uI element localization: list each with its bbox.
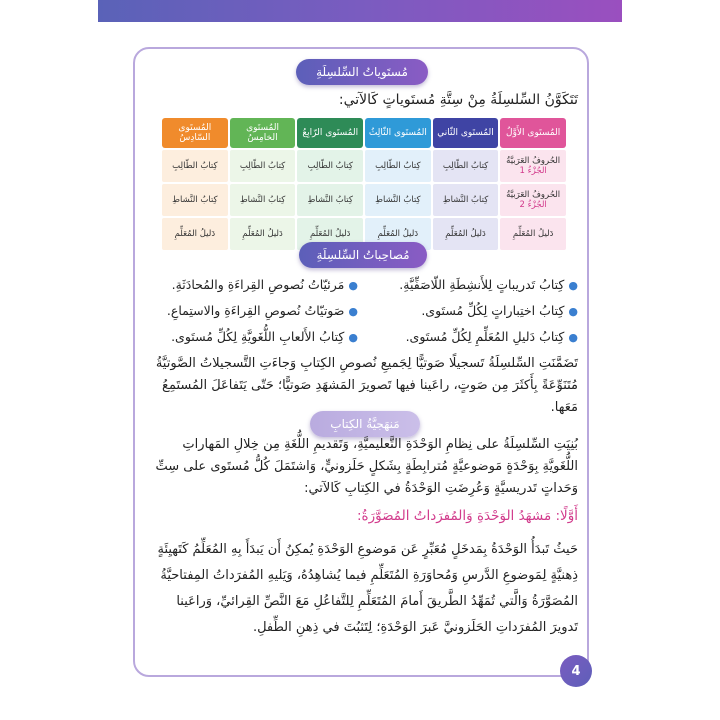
table-cell: كِتابُ النَّشاطِ — [365, 184, 431, 216]
table-row — [162, 150, 566, 182]
table-cell: كِتابُ الطّالِبِ — [162, 150, 228, 182]
level-header-6: المُستَوى السّادِسُ — [162, 118, 228, 148]
methodology-paragraph: بُنِيَتِ السِّلسِلَةُ على نِظامِ الوَحْدَةِ التَّعليميَّةِ، وَتَقديمِ اللُّغَةِ مِن خِلالِ المَهاراتِ اللُّغَويَّةِ بِوَحْدَةٍ مَوضوعيَّةٍ مُترابِطَةٍ بِشَكلٍ حَلَزونيٍّ، وَاشتَمَلَ كُلُّ مُستَوى على سِتِّ وَحَداتٍ تَدريسيَّةٍ وَعُرِضَتِ الوَحْدَةُ في الكِتابِ كَالآتي: — [155, 437, 578, 496]
table-cell: دَليلُ المُعَلِّمِ — [230, 218, 296, 250]
bullet-dot-icon: ● — [568, 305, 578, 318]
table-cell: دَليلُ المُعَلِّمِ — [433, 218, 499, 250]
subheading-unit-scene: أَوَّلًا: مَشهَدُ الوَحْدَةِ وَالمُفرَداتُ المُصَوَّرَةُ: — [356, 508, 578, 524]
level-header-3: المُستَوى الثّالِثُ — [365, 118, 431, 148]
page-number-badge: 4 — [560, 655, 592, 687]
bullet-dot-icon: ● — [568, 331, 578, 344]
table-cell: كِتابُ الطّالِبِ — [230, 150, 296, 182]
list-item: ●كِتابُ تَدريباتٍ لِلأَنشِطَةِ اللّاصَفِّيَّةِ. — [399, 277, 578, 292]
table-cell: دَليلُ المُعَلِّمِ — [500, 218, 566, 250]
levels-table — [160, 116, 568, 252]
bullet-dot-icon: ● — [348, 279, 358, 292]
bullet-dot-icon: ● — [348, 305, 358, 318]
bullet-dot-icon: ● — [348, 331, 358, 344]
level-header-1: المُستَوى الأَوَّلُ — [500, 118, 566, 148]
table-cell: دَليلُ المُعَلِّمِ — [162, 218, 228, 250]
table-cell: كِتابُ الطّالِبِ — [297, 150, 363, 182]
list-item: ●كِتابُ اختِباراتٍ لِكُلِّ مُستَوى. — [421, 303, 578, 318]
list-item: ●كِتابُ الأَلعابِ اللُّغَويَّةِ لِكُلِّ مُستَوى. — [171, 329, 358, 344]
list-item: ●كِتابُ دَليلِ المُعَلِّمِ لِكُلِّ مُستَوى. — [405, 329, 578, 344]
table-cell: كِتابُ النَّشاطِ — [297, 184, 363, 216]
level-header-5: المُستَوى الخامِسُ — [230, 118, 296, 148]
table-cell: الحُروفُ العَرَبيَّةُ الجُزْءُ 2 — [500, 184, 566, 216]
table-cell: دَليلُ المُعَلِّمِ — [365, 218, 431, 250]
levels-intro: تَتَكَوَّنُ السِّلسِلَةُ مِنْ سِتَّةِ مُستَوياتٍ كَالآتي: — [338, 92, 578, 108]
audio-paragraph: تَضَمَّنَتِ السِّلسِلَةُ تَسجيلًا صَوتيًّا لِجَميعِ نُصوصِ الكِتابِ وَجاءَتِ التَّسجيلاتُ الصَّوتيَّةُ مُتَنَوِّعَةً بِأَكثَرَ مِن صَوتٍ، راعَينا فيها تَصويرَ المَشهَدِ صَوتيًّا؛ حَتّى يَتَفاعَلَ المُستَمِعُ مَعَها. — [155, 356, 578, 415]
table-cell: الحُروفُ العَرَبيَّةُ الجُزْءُ 1 — [500, 150, 566, 182]
table-row — [162, 184, 566, 216]
level-header-4: المُستَوى الرّابِعُ — [297, 118, 363, 148]
list-item: ●صَوتيّاتُ نُصوصِ القِراءَةِ والاستِماعِ. — [166, 303, 358, 318]
table-cell: كِتابُ الطّالِبِ — [365, 150, 431, 182]
unit-scene-paragraph: حَيثُ تَبدَأُ الوَحْدَةُ بِمَدخَلٍ مُعَبِّرٍ عَن مَوضوعِ الوَحْدَةِ يُمكِنُ أَن يَبدَأَ بِهِ المُعَلِّمُ كَتَهيِئَةٍ ذِهنيَّةٍ لِمَوضوعِ الدَّرسِ وَمُحاوَرَةِ المُتَعَلِّمِ فيما يُشاهِدُهُ، وَيَليهِ المُفرَداتُ المِفتاحيَّةُ المُصَوَّرَةُ وَالَّتي تُمَهِّدُ الطَّريقَ أَمامَ المُتَعَلِّمِ لِلتَّفاعُلِ مَعَ النَّصِّ القِرائيِّ، وَراعَينا تَدويرَ المُفرَداتِ الحَلَزونيَّ عَبرَ الوَحْدَةِ؛ لِتَثبُتَ في ذِهنِ الطِّفلِ. — [157, 542, 578, 635]
table-cell: كِتابُ النَّشاطِ — [230, 184, 296, 216]
companions-column-right — [368, 272, 578, 350]
table-cell: دَليلُ المُعَلِّمِ — [297, 218, 363, 250]
table-cell: كِتابُ النَّشاطِ — [162, 184, 228, 216]
table-cell: كِتابُ النَّشاطِ — [433, 184, 499, 216]
section-title-methodology: مَنهَجيَّةُ الكِتابِ — [310, 411, 420, 437]
top-color-band — [98, 0, 622, 22]
bullet-dot-icon: ● — [568, 279, 578, 292]
level-header-2: المُستَوى الثّاني — [433, 118, 499, 148]
table-cell: كِتابُ الطّالِبِ — [433, 150, 499, 182]
section-title-levels: مُستَوياتُ السِّلسِلَةِ — [296, 59, 428, 85]
list-item: ●مَرئيّاتُ نُصوصِ القِراءَةِ والمُحادَثَةِ. — [171, 277, 358, 292]
companions-column-left — [148, 272, 358, 350]
section-title-companions: مُصاحِباتُ السِّلسِلَةِ — [299, 242, 427, 268]
